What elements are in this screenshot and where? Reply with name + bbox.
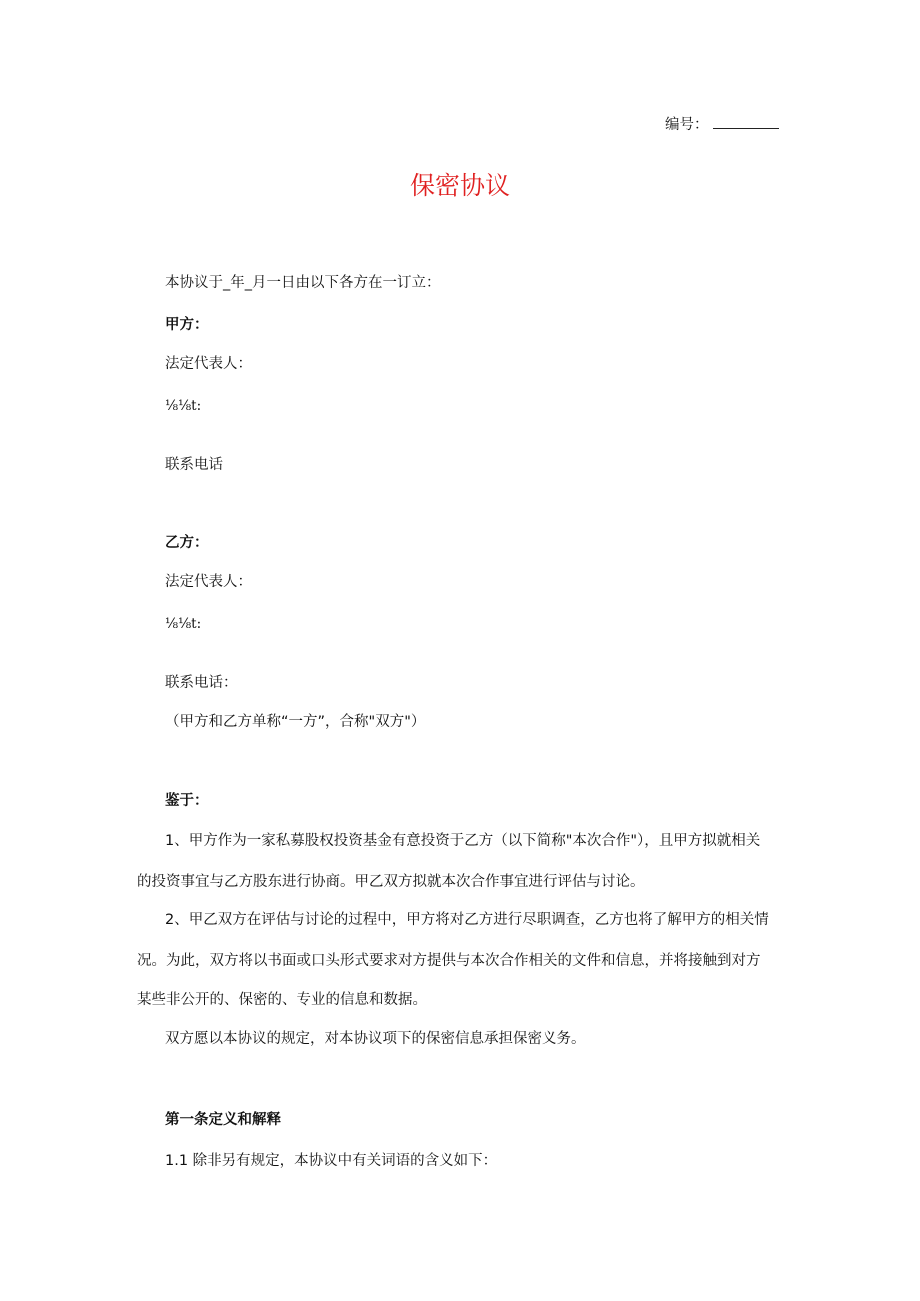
serial-number-blank (713, 114, 779, 129)
whereas-clause-1-line-1: 1、甲方作为一家私募股权投资基金有意投资于乙方（以下简称"本次合作"），且甲方拟就相关 (165, 833, 761, 849)
collective-note: （甲方和乙方单称“一方”，合称"双方"） (165, 714, 426, 730)
whereas-heading: 鉴于： (165, 793, 209, 809)
whereas-clause-2-line-3: 某些非公开的、保密的、专业的信息和数据。 (137, 992, 427, 1008)
party-a-legal-rep: 法定代表人： (165, 356, 252, 372)
serial-number (665, 114, 779, 135)
party-a-phone: 联系电话 (165, 457, 223, 473)
agreement-statement: 双方愿以本协议的规定，对本协议项下的保密信息承担保密义务。 (165, 1031, 586, 1047)
article-1-heading: 第一条定义和解释 (165, 1112, 281, 1128)
whereas-clause-1-line-2: 的投资事宜与乙方股东进行协商。甲乙双方拟就本次合作事宜进行评估与讨论。 (137, 874, 645, 890)
party-b-legal-rep: 法定代表人： (165, 574, 252, 590)
party-a-label: 甲方： (165, 317, 209, 333)
party-a-address: ⅛⅛t: (165, 398, 202, 414)
whereas-clause-2-line-2: 况。为此，双方将以书面或口头形式要求对方提供与本次合作相关的文件和信息，并将接触到对方 (137, 953, 761, 969)
whereas-clause-2-line-1: 2、甲乙双方在评估与讨论的过程中，甲方将对乙方进行尽职调查，乙方也将了解甲方的相关情 (165, 912, 769, 928)
serial-number-label: 编号： (665, 117, 709, 133)
party-b-address: ⅛⅛t: (165, 616, 202, 632)
clause-1-1: 1.1 除非另有规定，本协议中有关词语的含义如下： (165, 1153, 498, 1169)
party-b-phone: 联系电话： (165, 675, 238, 691)
intro-line: 本协议于_年_月一日由以下各方在一订立： (165, 275, 441, 291)
party-b-label: 乙方： (165, 535, 209, 551)
document-title: 保密协议 (409, 171, 510, 200)
